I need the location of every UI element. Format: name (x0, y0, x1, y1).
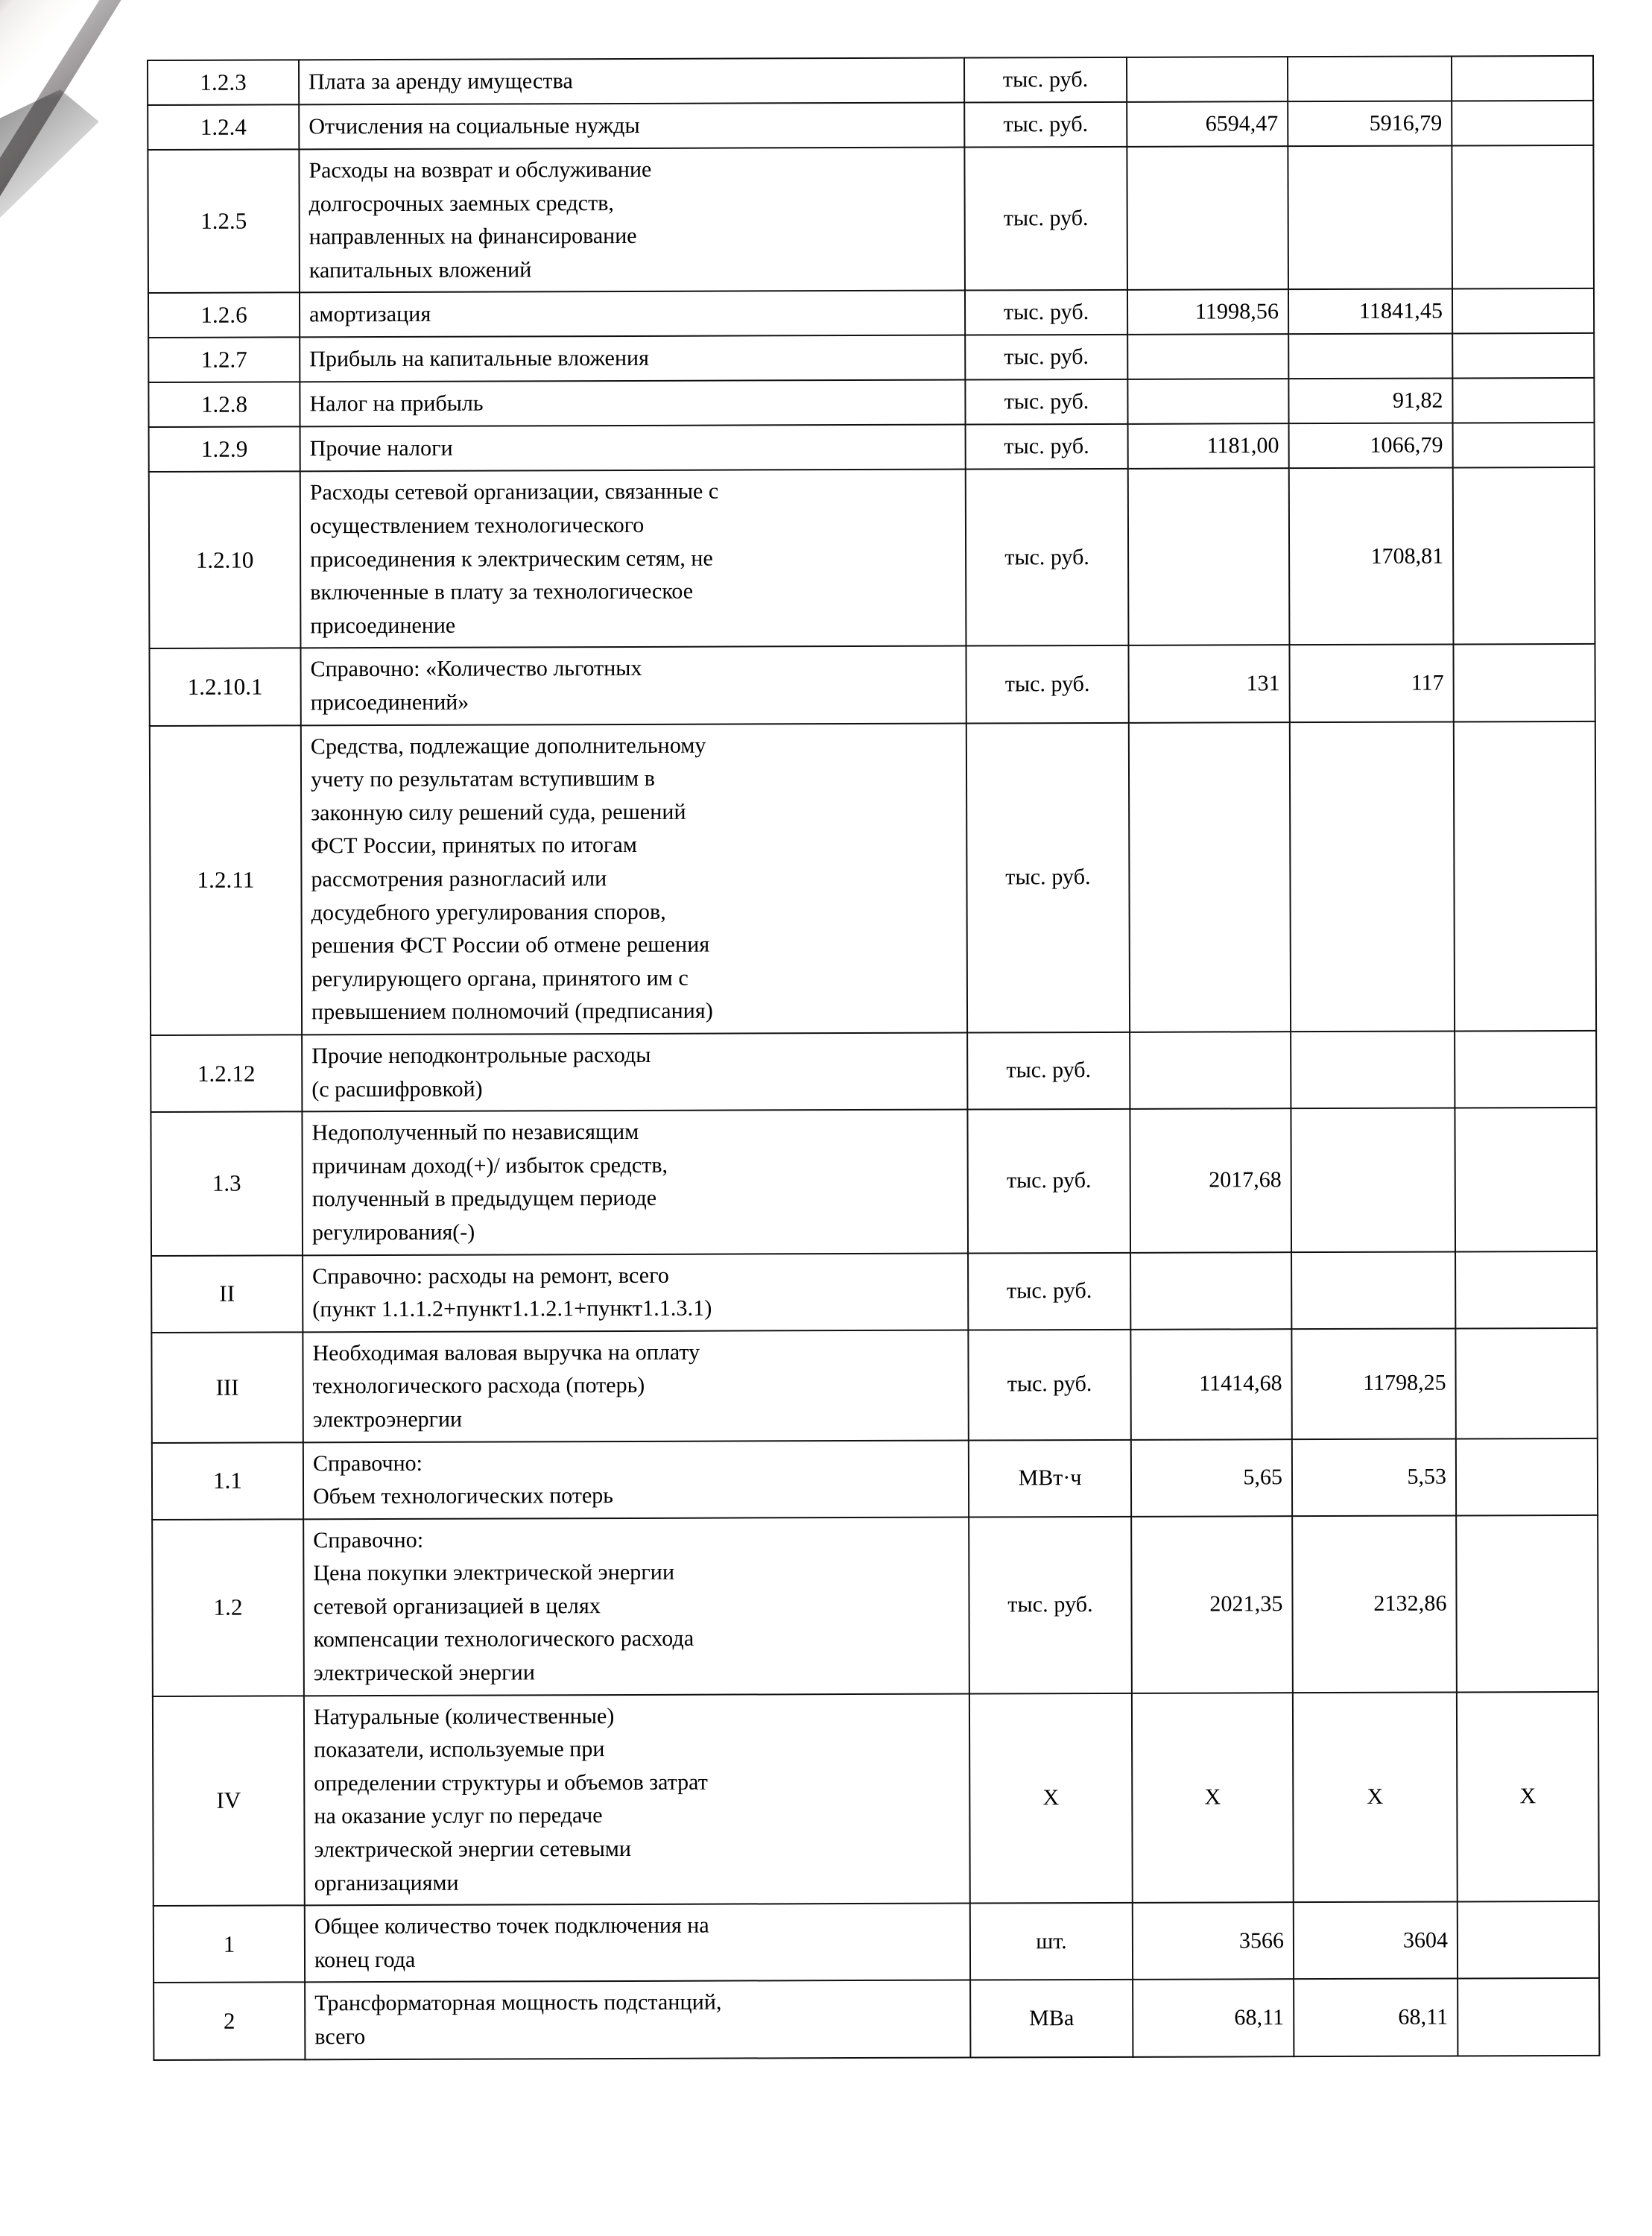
table-row (148, 101, 1593, 150)
row-value-cell-2 (1288, 334, 1452, 379)
row-value-cell-3 (1455, 1251, 1597, 1328)
row-name-line: Справочно: расходы на ремонт, всего (312, 1263, 669, 1289)
row-unit-cell: тыс. руб. (965, 335, 1127, 380)
row-unit-cell: тыс. руб. (966, 424, 1128, 470)
row-unit-cell: тыс. руб. (966, 469, 1129, 646)
row-name-line: Трансформаторная мощность подстанций, (314, 1989, 722, 2016)
row-name-cell (303, 1253, 968, 1332)
row-name-cell (300, 425, 966, 472)
row-value-cell-1 (1130, 1252, 1291, 1330)
row-name-line: сетевой организацией в целях (313, 1593, 601, 1620)
row-value-cell-2 (1291, 1031, 1455, 1108)
table-row (149, 644, 1595, 725)
table-row (154, 1901, 1599, 1983)
row-name-line: Прочие неподконтрольные расходы (311, 1042, 651, 1069)
row-name-line: капитальных вложений (308, 257, 532, 283)
row-value-cell-1 (1127, 57, 1288, 102)
row-id-cell: 1.2.4 (148, 104, 299, 150)
table-row (148, 288, 1594, 338)
row-value-cell-1: 131 (1128, 645, 1289, 723)
row-value-cell-2: 3604 (1294, 1902, 1458, 1980)
row-value-cell-3 (1456, 1438, 1598, 1515)
row-value-cell-2: 1708,81 (1289, 468, 1454, 645)
row-name-line: Справочно: «Количество льготных (310, 656, 642, 682)
row-value-cell-2 (1291, 1251, 1455, 1329)
row-unit-cell: МВт·ч (969, 1439, 1131, 1517)
table-row (148, 333, 1594, 382)
row-unit-cell: тыс. руб. (964, 57, 1127, 103)
row-value-cell-1: 68,11 (1133, 1980, 1294, 2057)
table-row (151, 1328, 1597, 1443)
row-name-cell (300, 335, 965, 382)
row-id-cell: 1.2.8 (148, 382, 300, 428)
row-unit-cell: тыс. руб. (966, 645, 1128, 723)
table-row (154, 1978, 1599, 2059)
row-name-cell (300, 470, 966, 648)
row-id-cell: 1 (154, 1906, 305, 1983)
row-value-cell-1: 3566 (1133, 1902, 1294, 1980)
row-id-cell: IV (153, 1696, 305, 1906)
row-name-line: регулирования(-) (311, 1219, 475, 1245)
row-name-line: присоединений» (310, 689, 469, 716)
row-id-cell: 1.2 (152, 1519, 304, 1696)
row-name-line: Справочно: (312, 1450, 423, 1476)
row-value-cell-2: 117 (1289, 645, 1453, 722)
row-unit-cell: X (969, 1693, 1133, 1904)
row-value-cell-1 (1127, 379, 1288, 425)
row-name-line: электроэнергии (312, 1406, 463, 1433)
row-value-cell-3 (1458, 1901, 1599, 1979)
row-value-cell-3 (1453, 423, 1595, 468)
row-name-line: компенсации технологического расхода (313, 1626, 694, 1652)
row-value-cell-2: 5,53 (1292, 1438, 1456, 1516)
row-value-cell-1: 2021,35 (1131, 1516, 1293, 1693)
row-value-cell-2 (1290, 721, 1455, 1032)
row-unit-cell: тыс. руб. (964, 147, 1127, 291)
row-value-cell-1 (1130, 1032, 1291, 1109)
row-name-line: полученный в предыдущем периоде (311, 1186, 657, 1212)
row-value-cell-1: 5,65 (1131, 1439, 1292, 1517)
row-id-cell: 1.2.3 (148, 60, 299, 105)
row-value-cell-2: 11841,45 (1288, 289, 1452, 335)
table-row (152, 1438, 1598, 1519)
row-value-cell-3 (1452, 378, 1594, 423)
row-name-line: на оказание услуг по передаче (314, 1803, 603, 1829)
row-value-cell-3 (1453, 467, 1595, 645)
row-name-line: присоединения к электрическим сетям, не (310, 546, 713, 572)
row-value-cell-1: X (1132, 1693, 1294, 1903)
row-name-line: включенные в плату за технологическое (310, 578, 694, 605)
row-name-line: электрической энергии сетевыми (314, 1837, 631, 1863)
row-value-cell-3 (1452, 333, 1594, 379)
row-name-line: Справочно: (313, 1527, 424, 1553)
row-id-cell: 1.2.10.1 (149, 648, 300, 726)
row-name-cell (303, 1440, 969, 1519)
row-name-cell (299, 58, 964, 105)
row-name-line: технологического расхода (потерь) (312, 1373, 645, 1399)
row-value-cell-3 (1455, 1031, 1596, 1108)
row-name-cell (300, 646, 966, 725)
row-name-line: направленных на финансирование (308, 224, 637, 250)
row-value-cell-1 (1129, 722, 1291, 1032)
table-body (148, 56, 1599, 2060)
table-row (148, 378, 1594, 427)
row-name-line: Цена покупки электрической энергии (313, 1560, 675, 1586)
row-name-line: досудебного урегулирования споров, (311, 899, 666, 925)
row-value-cell-2 (1288, 56, 1452, 101)
row-name-line: Натуральные (количественные) (313, 1703, 615, 1729)
row-name-cell (305, 1980, 970, 2059)
row-value-cell-3 (1452, 56, 1593, 101)
row-id-cell: III (151, 1332, 303, 1442)
row-unit-cell: тыс. руб. (964, 102, 1127, 148)
row-unit-cell: тыс. руб. (965, 290, 1127, 335)
table-row (152, 1515, 1598, 1696)
row-unit-cell: тыс. руб. (967, 1109, 1130, 1253)
row-id-cell: 1.3 (151, 1112, 303, 1256)
row-value-cell-2: 68,11 (1294, 1979, 1458, 2056)
row-name-line: долгосрочных заемных средств, (308, 190, 614, 216)
row-id-cell: 1.2.9 (149, 427, 300, 473)
row-id-cell: 1.2.12 (151, 1035, 302, 1112)
row-id-cell: 1.2.11 (150, 725, 302, 1035)
row-name-line: Расходы на возврат и обслуживание (308, 157, 652, 183)
table-row (149, 423, 1595, 472)
row-name-cell (302, 1110, 968, 1255)
row-name-line: осуществлением технологического (309, 512, 645, 539)
row-name-line: Объем технологических потерь (313, 1483, 613, 1509)
table-row (153, 1692, 1599, 1907)
row-unit-cell: тыс. руб. (966, 722, 1130, 1032)
table-row (150, 721, 1596, 1035)
row-unit-cell: тыс. руб. (968, 1330, 1130, 1440)
row-name-line: Расходы сетевой организации, связанные с (309, 479, 719, 505)
row-unit-cell: тыс. руб. (965, 379, 1127, 425)
row-name-line: решения ФСТ России об отмене решения (311, 932, 710, 958)
row-id-cell: 1.2.6 (148, 293, 300, 338)
row-name-line: амортизация (309, 301, 431, 327)
row-value-cell-2 (1291, 1108, 1455, 1252)
row-id-cell: 1.2.10 (149, 472, 301, 649)
row-value-cell-1: 6594,47 (1127, 101, 1288, 147)
row-name-line: (с расшифровкой) (311, 1076, 483, 1102)
row-value-cell-3 (1456, 1515, 1598, 1693)
table-row (148, 56, 1593, 105)
row-value-cell-3 (1452, 288, 1594, 334)
row-value-cell-1 (1127, 146, 1288, 290)
page-corner-shadow-artifact (0, 89, 142, 268)
row-name-line: определении структуры и объемов затрат (314, 1769, 708, 1796)
row-name-line: Необходимая валовая выручка на оплату (312, 1339, 700, 1366)
row-value-cell-3 (1452, 101, 1593, 146)
row-value-cell-1: 2017,68 (1130, 1108, 1291, 1252)
row-unit-cell: тыс. руб. (968, 1252, 1130, 1330)
row-value-cell-3 (1452, 145, 1594, 289)
tariff-expense-table (147, 55, 1600, 2061)
row-name-line: регулирующего органа, принятого им с (311, 965, 689, 992)
row-value-cell-1: 1181,00 (1128, 424, 1289, 470)
row-name-cell (302, 1033, 967, 1112)
row-name-cell (300, 291, 965, 338)
row-name-cell (304, 1693, 970, 1905)
row-value-cell-2: 1066,79 (1289, 423, 1453, 469)
row-value-cell-3 (1458, 1978, 1599, 2056)
row-name-line: организациями (314, 1870, 459, 1895)
row-id-cell: 1.2.7 (148, 338, 300, 383)
row-name-cell (305, 1904, 970, 1983)
row-id-cell: II (151, 1255, 303, 1333)
row-value-cell-3: X (1457, 1692, 1599, 1902)
row-value-cell-2: 11798,25 (1291, 1328, 1455, 1438)
table-row (151, 1251, 1597, 1332)
row-name-line: рассмотрения разногласий или (311, 866, 607, 892)
row-name-line: конец года (314, 1947, 416, 1973)
row-value-cell-1: 11414,68 (1130, 1329, 1291, 1439)
row-name-line: законную силу решений суда, решений (311, 799, 686, 826)
row-unit-cell: МВа (970, 1980, 1133, 2057)
row-name-line: показатели, используемые при (314, 1737, 605, 1763)
row-name-line: Общее количество точек подключения на (314, 1913, 709, 1939)
row-name-line: Налог на прибыль (309, 391, 484, 417)
row-name-cell (301, 723, 967, 1035)
row-name-line: Недополученный по независящим (311, 1119, 639, 1146)
row-name-line: присоединение (310, 613, 456, 639)
row-name-line: причинам доход(+)/ избыток средств, (311, 1152, 668, 1179)
row-name-line: Прочие налоги (309, 435, 453, 461)
row-value-cell-3 (1455, 1108, 1597, 1251)
row-name-line: превышением полномочий (предписания) (311, 998, 713, 1025)
row-value-cell-2: 91,82 (1288, 379, 1452, 424)
table-row (149, 467, 1595, 648)
row-name-line: учету по результатам вступившим в (310, 766, 656, 792)
row-id-cell: 1.2.5 (148, 149, 300, 293)
row-value-cell-3 (1455, 1328, 1597, 1438)
table-row (148, 145, 1594, 293)
table-row (151, 1108, 1597, 1255)
row-value-cell-3 (1453, 644, 1595, 721)
row-value-cell-3 (1454, 721, 1596, 1032)
row-unit-cell: шт. (970, 1903, 1133, 1980)
table-row (151, 1031, 1596, 1112)
row-value-cell-1 (1128, 469, 1290, 646)
row-value-cell-1 (1127, 335, 1288, 380)
row-name-cell (303, 1330, 968, 1442)
row-name-line: Прибыль на капитальные вложения (309, 346, 649, 372)
row-name-line: Отчисления на социальные нужды (308, 113, 640, 139)
row-unit-cell: тыс. руб. (967, 1032, 1130, 1110)
row-value-cell-2: 2132,86 (1292, 1515, 1457, 1693)
row-name-line: ФСТ России, принятых по итогам (311, 833, 637, 859)
row-value-cell-2: X (1293, 1692, 1458, 1902)
row-id-cell: 2 (154, 1983, 305, 2060)
row-unit-cell: тыс. руб. (969, 1517, 1132, 1694)
row-name-cell (299, 103, 964, 150)
row-name-cell (300, 380, 965, 427)
row-name-line: Плата за аренду имущества (308, 68, 573, 95)
row-value-cell-1: 11998,56 (1127, 290, 1288, 335)
row-value-cell-2: 5916,79 (1288, 101, 1452, 147)
row-name-cell (303, 1517, 969, 1696)
row-name-cell (299, 148, 965, 293)
row-id-cell: 1.1 (152, 1442, 303, 1520)
row-name-line: всего (314, 2024, 366, 2050)
row-value-cell-2 (1288, 146, 1452, 290)
row-name-line: электрической энергии (313, 1660, 536, 1686)
row-name-line: (пункт 1.1.1.2+пункт1.1.2.1+пункт1.1.3.1) (312, 1295, 712, 1322)
row-name-line: Средства, подлежащие дополнительному (310, 733, 706, 759)
